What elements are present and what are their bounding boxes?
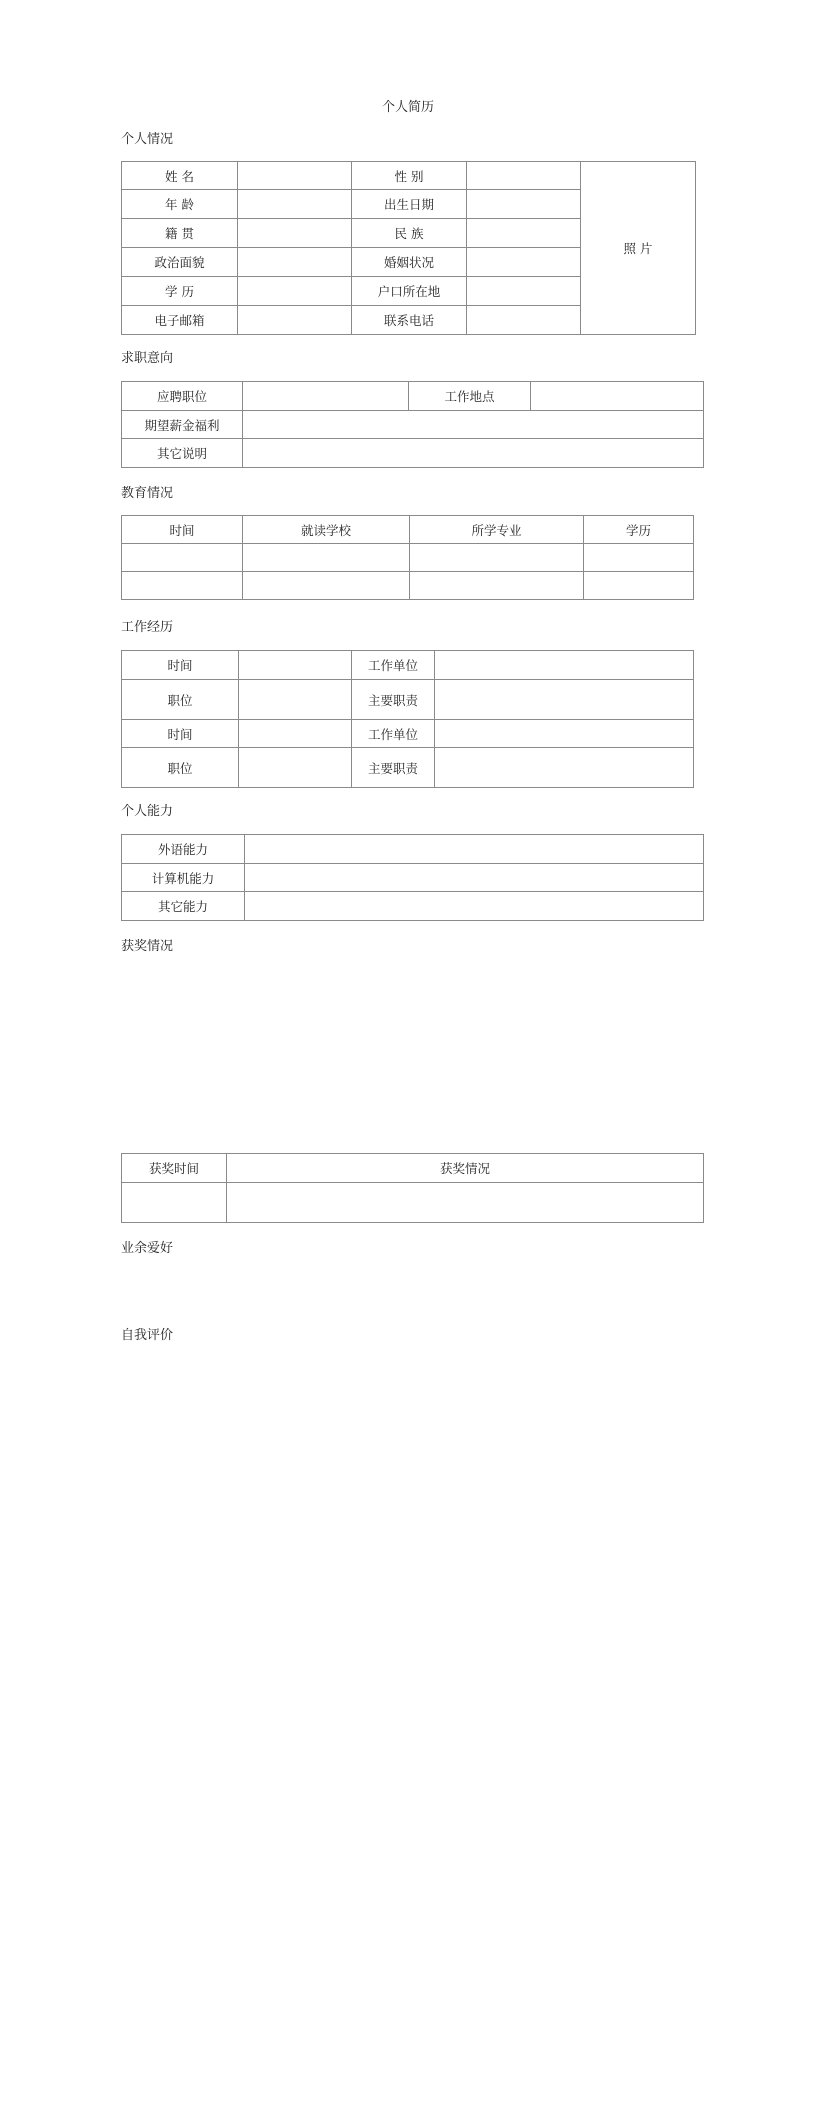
- section-heading-hobbies: 业余爱好: [121, 1241, 174, 1256]
- header-major: 所学专业: [410, 516, 584, 544]
- header-award-details: 获奖情况: [227, 1154, 704, 1183]
- section-heading-self-eval: 自我评价: [121, 1328, 174, 1343]
- section-heading-ability: 个人能力: [121, 804, 174, 819]
- label-origin: 籍 贯: [122, 219, 238, 248]
- section-heading-personal: 个人情况: [121, 132, 174, 147]
- table-row: [122, 1183, 704, 1223]
- field-duties[interactable]: [435, 748, 694, 788]
- field-award-details[interactable]: [227, 1183, 704, 1223]
- field-work-time[interactable]: [239, 651, 352, 680]
- header-school: 就读学校: [243, 516, 410, 544]
- field-edu-degree[interactable]: [584, 544, 694, 572]
- table-row: [122, 572, 694, 600]
- field-phone[interactable]: [467, 306, 581, 335]
- field-edu-school[interactable]: [243, 544, 410, 572]
- field-work-position[interactable]: [239, 748, 352, 788]
- label-computer: 计算机能力: [122, 864, 245, 892]
- section-heading-work: 工作经历: [121, 620, 174, 635]
- label-work-time: 时间: [122, 651, 239, 680]
- field-name[interactable]: [238, 162, 352, 190]
- label-email: 电子邮箱: [122, 306, 238, 335]
- label-other-ability: 其它能力: [122, 892, 245, 921]
- field-political[interactable]: [238, 248, 352, 277]
- field-other-ability[interactable]: [245, 892, 704, 921]
- job-intention-table: [121, 381, 704, 468]
- section-heading-intention: 求职意向: [121, 351, 174, 366]
- work-experience-table: [121, 650, 694, 788]
- label-employer: 工作单位: [352, 720, 435, 748]
- ability-table: [121, 834, 704, 921]
- label-salary: 期望薪金福利: [122, 411, 243, 439]
- label-position: 应聘职位: [122, 382, 243, 411]
- field-duties[interactable]: [435, 680, 694, 720]
- field-degree[interactable]: [238, 277, 352, 306]
- label-other-notes: 其它说明: [122, 439, 243, 468]
- field-work-position[interactable]: [239, 680, 352, 720]
- awards-table: [121, 1153, 704, 1223]
- field-salary[interactable]: [243, 411, 704, 439]
- field-email[interactable]: [238, 306, 352, 335]
- field-edu-school[interactable]: [243, 572, 410, 600]
- field-gender[interactable]: [467, 162, 581, 190]
- label-name: 姓 名: [122, 162, 238, 190]
- field-other-notes[interactable]: [243, 439, 704, 468]
- personal-info-table: [121, 161, 696, 335]
- field-edu-major[interactable]: [410, 572, 584, 600]
- field-edu-degree[interactable]: [584, 572, 694, 600]
- field-employer[interactable]: [435, 651, 694, 680]
- field-position[interactable]: [243, 382, 409, 411]
- label-birthdate: 出生日期: [352, 190, 467, 219]
- field-marital[interactable]: [467, 248, 581, 277]
- section-heading-awards: 获奖情况: [121, 939, 174, 954]
- field-computer[interactable]: [245, 864, 704, 892]
- label-degree: 学 历: [122, 277, 238, 306]
- field-ethnicity[interactable]: [467, 219, 581, 248]
- field-location[interactable]: [531, 382, 704, 411]
- field-language[interactable]: [245, 835, 704, 864]
- header-award-time: 获奖时间: [122, 1154, 227, 1183]
- field-edu-time[interactable]: [122, 572, 243, 600]
- label-employer: 工作单位: [352, 651, 435, 680]
- education-table: [121, 515, 694, 600]
- label-language: 外语能力: [122, 835, 245, 864]
- header-time: 时间: [122, 516, 243, 544]
- label-location: 工作地点: [409, 382, 531, 411]
- label-duties: 主要职责: [352, 680, 435, 720]
- photo-placeholder: 照 片: [581, 162, 696, 335]
- label-phone: 联系电话: [352, 306, 467, 335]
- header-degree: 学历: [584, 516, 694, 544]
- table-row: [122, 544, 694, 572]
- label-work-position: 职位: [122, 680, 239, 720]
- label-hukou: 户口所在地: [352, 277, 467, 306]
- field-age[interactable]: [238, 190, 352, 219]
- field-birthdate[interactable]: [467, 190, 581, 219]
- label-gender: 性 别: [352, 162, 467, 190]
- label-ethnicity: 民 族: [352, 219, 467, 248]
- field-employer[interactable]: [435, 720, 694, 748]
- field-award-time[interactable]: [122, 1183, 227, 1223]
- section-heading-education: 教育情况: [121, 486, 174, 501]
- field-hukou[interactable]: [467, 277, 581, 306]
- label-work-position: 职位: [122, 748, 239, 788]
- page-title: 个人简历: [381, 100, 434, 115]
- field-edu-time[interactable]: [122, 544, 243, 572]
- label-work-time: 时间: [122, 720, 239, 748]
- field-origin[interactable]: [238, 219, 352, 248]
- label-marital: 婚姻状况: [352, 248, 467, 277]
- label-age: 年 龄: [122, 190, 238, 219]
- label-political: 政治面貌: [122, 248, 238, 277]
- label-duties: 主要职责: [352, 748, 435, 788]
- field-work-time[interactable]: [239, 720, 352, 748]
- field-edu-major[interactable]: [410, 544, 584, 572]
